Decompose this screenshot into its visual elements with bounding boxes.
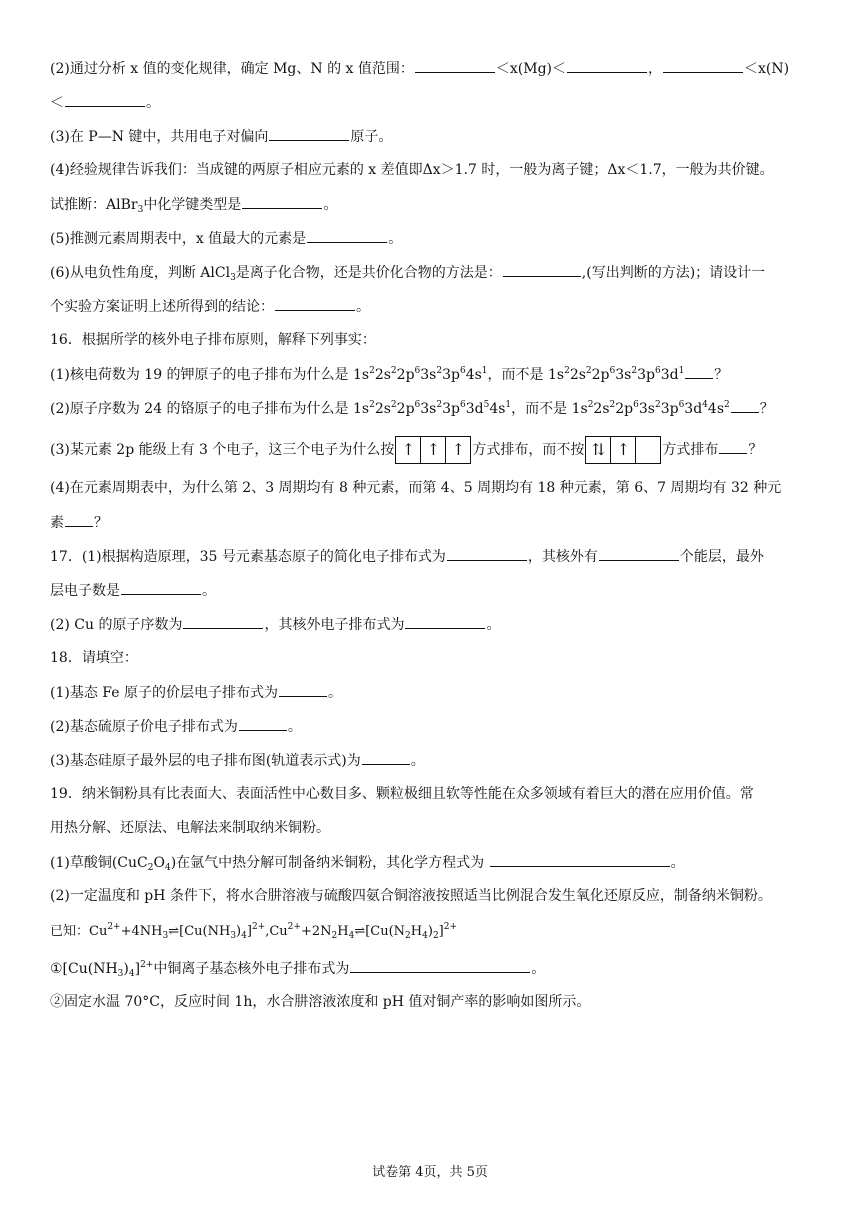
- answer-blank[interactable]: [269, 126, 349, 141]
- answer-blank[interactable]: [279, 682, 327, 697]
- q18-heading: 18．请填空：: [50, 650, 138, 666]
- answer-blank[interactable]: [405, 614, 485, 629]
- q16-2: (2)原子序数为 24 的铬原子的电子排布为什么是 $1s^22s^22p^63s^23p^63d^54s^1$，而不是 $1s^22s^22p^63s^23p^63d^44s^2$ ？: [50, 400, 774, 417]
- answer-blank[interactable]: [307, 228, 387, 243]
- orbital-diagram-paired: [585, 436, 661, 464]
- answer-blank[interactable]: [685, 364, 713, 379]
- q19-2-circle2: ②固定水温 70°C，反应时间 1h，水合肼溶液浓度和 pH 值对铜产率的影响如图所示。: [50, 994, 591, 1010]
- answer-blank[interactable]: [447, 546, 527, 561]
- answer-blank[interactable]: [275, 296, 355, 311]
- q15-2-line2: ＜ 。: [50, 92, 812, 113]
- q16-1: (1)核电荷数为 19 的钾原子的电子排布为什么是 $1s^22s^22p^63s^23p^64s^1$，而不是 $1s^22s^22p^63s^23p^63d^1$ ？: [50, 366, 729, 383]
- answer-blank[interactable]: [503, 262, 581, 277]
- answer-blank[interactable]: [239, 716, 287, 731]
- q19-2: (2)一定温度和 pH 条件下，将水合肼溶液与硫酸四氨合铜溶液按照适当比例混合发生氧化还原反应，制备纳米铜粉。: [50, 888, 772, 904]
- q15-4-line1: (4)经验规律告诉我们：当成键的两原子相应元素的 x 差值即Δx＞1.7 时，一般为离子键；Δx＜1.7，一般为共价键。: [50, 162, 774, 178]
- answer-blank[interactable]: [121, 580, 201, 595]
- q18-2: (2)基态硫原子价电子排布式为 。: [50, 716, 812, 737]
- known-equations: 已知：$Cu^{2+}+4NH_3\rightleftharpoons[Cu(NH_3)_4]^{2+},Cu^{2+}+2N_2H_4\rightleftharpoons[Cu(N_2H_4)_2]^{2+}$: [50, 922, 458, 941]
- orbital-box: ↑: [421, 437, 446, 463]
- answer-blank[interactable]: [350, 958, 530, 973]
- answer-blank[interactable]: [65, 512, 93, 527]
- q19-line1: 19．纳米铜粉具有比表面大、表面活性中心数目多、颗粒极细且软等性能在众多领域有着巨大的潜在应用价值。常: [50, 786, 754, 802]
- answer-blank[interactable]: [242, 194, 322, 209]
- answer-blank[interactable]: [599, 546, 679, 561]
- q16-4-line1: (4)在元素周期表中，为什么第 2、3 周期均有 8 种元素，而第 4、5 周期均有 18 种元素，第 6、7 周期均有 32 种元: [50, 480, 782, 496]
- answer-blank[interactable]: [65, 92, 145, 107]
- q15-6-line2: 个实验方案证明上述所得到的结论： 。: [50, 296, 812, 317]
- q15-2-line1: (2)通过分析 x 值的变化规律，确定 Mg、N 的 x 值范围： ＜x(Mg)＜ ， ＜x(N): [50, 58, 812, 79]
- q16-3: (3)某元素 2p 能级上有 3 个电子，这三个电子为什么按 ↑ ↑ ↑ 方式排布，而不按 ⇅ ↑ 方式排布 ？: [50, 436, 812, 464]
- orbital-box: ↑: [396, 437, 421, 463]
- answer-blank[interactable]: [567, 58, 647, 73]
- q19-line2: 用热分解、还原法、电解法来制取纳米铜粉。: [50, 820, 330, 836]
- answer-blank[interactable]: [362, 750, 410, 765]
- page-footer: 试卷第 4页，共 5页: [372, 1165, 488, 1180]
- answer-blank[interactable]: [490, 852, 670, 867]
- q15-4-line2: 试推断：AlBr$_3$中化学键类型是 。: [50, 194, 812, 215]
- q16-4-line2: 素 ？: [50, 512, 812, 533]
- answer-blank[interactable]: [415, 58, 495, 73]
- orbital-box: ⇅: [586, 437, 611, 463]
- orbital-box: ↑: [451, 440, 466, 459]
- q19-1: (1)草酸铜$(CuC_2O_4)$在氩气中热分解可制备纳米铜粉，其化学方程式为 。: [50, 852, 812, 873]
- q17-1-line1: 17．(1)根据构造原理，35 号元素基态原子的简化电子排布式为 ，其核外有 个能层，最外: [50, 546, 812, 567]
- orbital-box: [636, 437, 660, 463]
- q19-2-circle1: $①[Cu(NH_3)_4]^{2+}$中铜离子基态核外电子排布式为 。: [50, 960, 546, 979]
- q15-6-line1: (6)从电负性角度，判断 AlCl$_3$是离子化合物，还是共价化合物的方法是： ,(写出判断的方法)；请设计一: [50, 262, 812, 283]
- q17-2: (2) Cu 的原子序数为 ，其核外电子排布式为 。: [50, 614, 812, 635]
- answer-blank[interactable]: [719, 439, 747, 454]
- q15-3: (3)在 P—N 键中，共用电子对偏向 原子。: [50, 126, 812, 147]
- answer-blank[interactable]: [731, 398, 759, 413]
- answer-blank[interactable]: [663, 58, 743, 73]
- answer-blank[interactable]: [183, 614, 263, 629]
- q18-1: (1)基态 Fe 原子的价层电子排布式为 。: [50, 682, 812, 703]
- q16-heading: 16．根据所学的核外电子排布原则，解释下列事实：: [50, 332, 376, 348]
- q15-5: (5)推测元素周期表中，x 值最大的元素是 。: [50, 228, 812, 249]
- q17-1-line2: 层电子数是 。: [50, 580, 812, 601]
- orbital-diagram-parallel: [395, 436, 471, 464]
- orbital-box: ↑: [611, 437, 636, 463]
- q18-3: (3)基态硅原子最外层的电子排布图(轨道表示式)为 。: [50, 750, 812, 771]
